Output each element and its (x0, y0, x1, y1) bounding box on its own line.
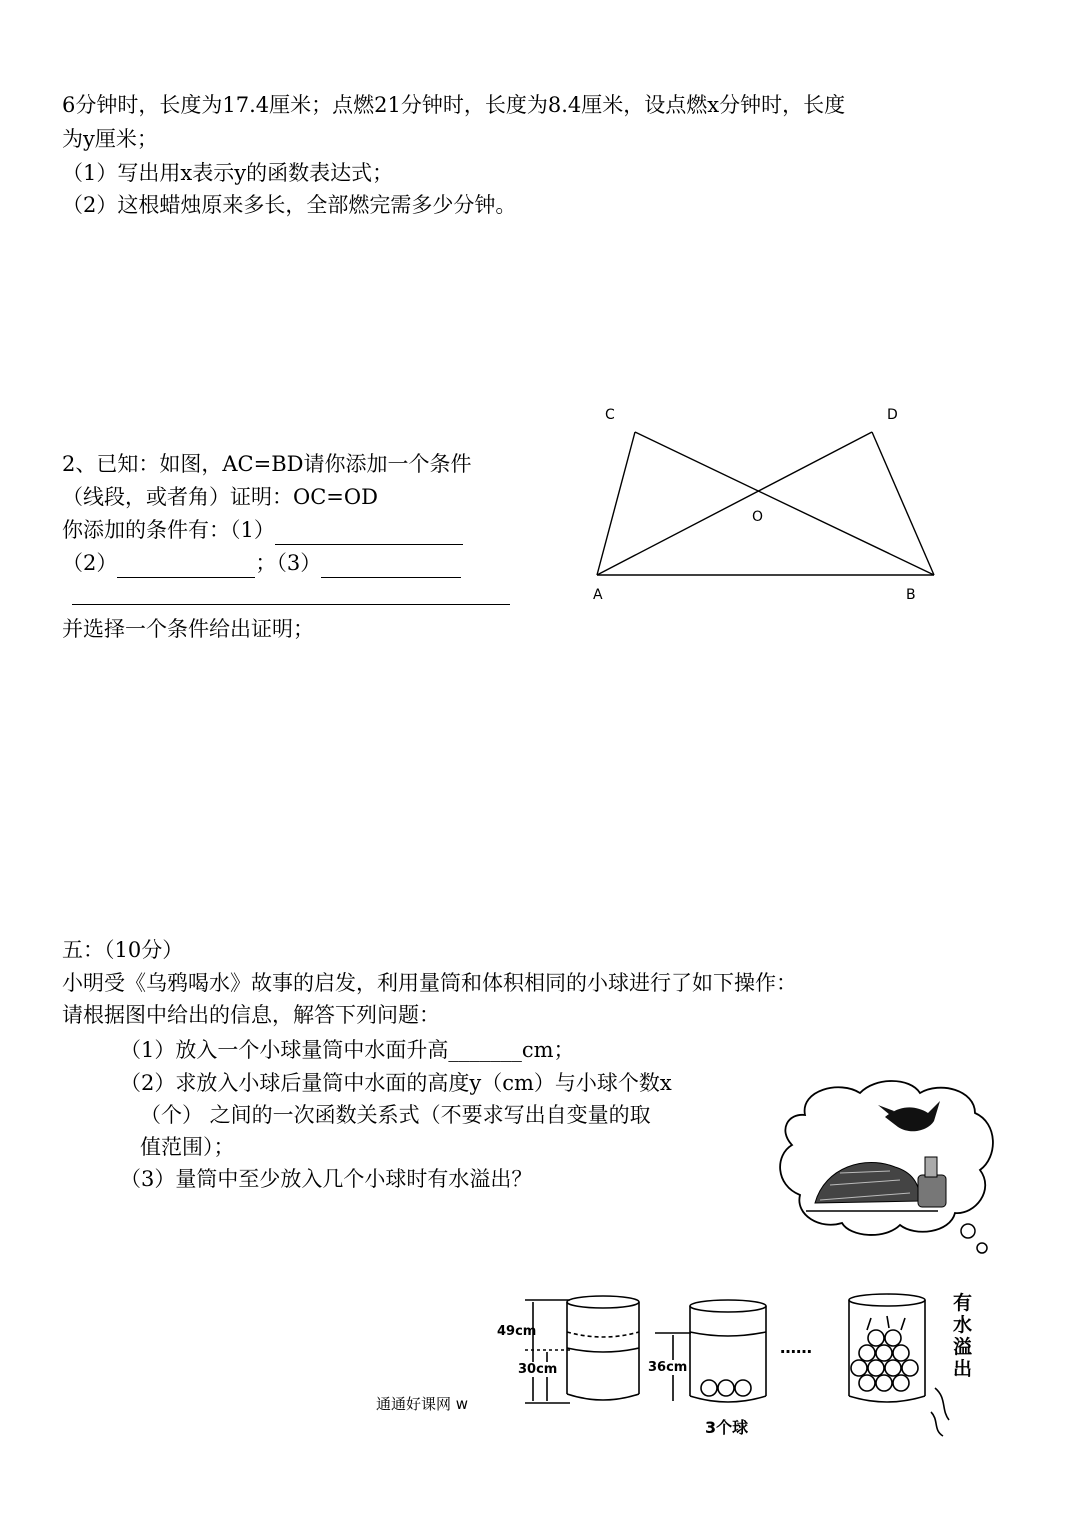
q5-sub2-b: （个） 之间的一次函数关系式（不要求写出自变量的取 (140, 1103, 651, 1127)
label-3-balls: 3个球 (705, 1418, 749, 1437)
q2-line4-a: （2） (62, 551, 118, 575)
q5-sub3: （3）量筒中至少放入几个小球时有水溢出？ (120, 1167, 533, 1191)
segment-cb (635, 432, 934, 575)
q1-line1: 6分钟时，长度为17.4厘米；点燃21分钟时，长度为8.4厘米，设点燃x分钟时，长度 (62, 93, 846, 117)
q5-intro: 小明受《乌鸦喝水》故事的启发，利用量筒和体积相同的小球进行了如下操作： (62, 971, 797, 995)
q1-line2: 为y厘米； (62, 127, 158, 151)
segment-bd (872, 432, 934, 575)
overflow-char-4: 出 (953, 1358, 973, 1380)
label-d: D (887, 407, 898, 423)
label-b: B (906, 587, 916, 603)
answer-blank-2[interactable] (117, 555, 255, 578)
q2-line3 (62, 515, 463, 545)
label-o: O (752, 509, 764, 525)
footer-watermark: 通通好课网 w (376, 1395, 469, 1413)
answer-blank-3[interactable] (321, 555, 461, 578)
q1-sub1: （1）写出用x表示y的函数表达式； (62, 161, 394, 185)
label-36cm: 36cm (648, 1360, 688, 1375)
ellipsis-dots: …… (780, 1338, 812, 1357)
segment-ad (597, 432, 872, 575)
q2-line3-prefix: 你添加的条件有：（1） (62, 518, 275, 542)
q5-header: 五：（10分） (62, 938, 184, 962)
q5-sub2-c: 值范围）； (140, 1135, 235, 1159)
q5-sub1: （1）放入一个小球量筒中水面升高_______cm； (120, 1038, 575, 1062)
answer-blank-1[interactable] (275, 522, 463, 545)
overflow-char-3: 溢 (953, 1336, 973, 1358)
label-a: A (593, 587, 603, 603)
q2-line2: （线段，或者角）证明：OC=OD (62, 485, 378, 509)
q5-sub2-a: （2）求放入小球后量筒中水面的高度y（cm）与小球个数x (120, 1071, 672, 1095)
label-30cm: 30cm (518, 1362, 558, 1377)
geometry-figure (580, 400, 950, 615)
q2-line1: 2、已知：如图，AC=BD请你添加一个条件 (62, 452, 472, 476)
segment-ac (597, 432, 635, 575)
answer-blank-4[interactable] (72, 604, 510, 605)
overflow-label (953, 1292, 972, 1380)
label-c: C (605, 407, 615, 423)
crow-illustration (770, 1075, 1000, 1260)
q2-line4-b: ；（3） (255, 551, 322, 575)
overflow-char-2: 水 (953, 1314, 973, 1336)
overflow-char-1: 有 (953, 1292, 973, 1314)
q5-ask: 请根据图中给出的信息，解答下列问题： (62, 1003, 440, 1027)
label-49cm: 49cm (497, 1324, 537, 1339)
q2-line6: 并选择一个条件给出证明； (62, 617, 314, 641)
q2-line4 (62, 548, 461, 578)
q1-sub2: （2）这根蜡烛原来多长，全部燃完需多少分钟。 (62, 193, 517, 217)
